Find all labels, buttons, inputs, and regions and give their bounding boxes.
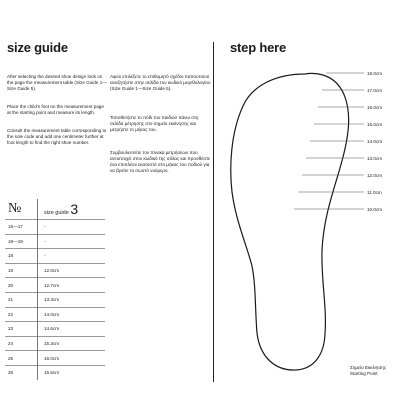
- size-cell: 23: [5, 322, 38, 337]
- ruler-label: 13.0cm: [367, 156, 383, 161]
- size-cell: 16—17: [5, 220, 38, 235]
- ruler: [294, 71, 382, 212]
- ruler-label: 17.0cm: [367, 88, 383, 93]
- length-cell: 12.0cm: [38, 263, 106, 278]
- size-cell: 22: [5, 307, 38, 322]
- instruction-place-gr: Τοποθετήστε το πόδι του παιδιού πάνω στη σελίδα μέτρησης στο σημείο εκκίνησης και μετρήστε το μήκος του.: [110, 115, 199, 133]
- ruler-label: 14.0cm: [367, 139, 383, 144]
- instruction-consult-en: Consult the measurement table corresponding to the sole code and add one centimeter further at foot length to find the right shoe number.: [7, 128, 107, 146]
- size-guide-title: size guide: [7, 40, 68, 55]
- ruler-label: 18.0cm: [367, 71, 383, 76]
- size-cell: 18: [5, 249, 38, 264]
- length-cell: 16.0cm: [38, 351, 106, 366]
- size-cell: 18—19: [5, 234, 38, 249]
- instruction-consult-gr: Συμβουλευτείτε τον πίνακα μετρήσεων που αντιστοιχεί στον κωδικό της σόλας και προσθέστε ένα επιπλέον εκατοστό στο μήκος του ποδιού για να βρείτε το σωστό νούμερο.: [110, 150, 211, 174]
- instruction-place-en: Place the child's foot on the measurement page at the starting point and measure its length.: [7, 104, 104, 116]
- instruction-select-gr: Αφού επιλέξετε το επιθυμητό σχέδιο παπουτσιού αναζητήστε στην σελίδα τον κωδικό μεγεθολογίου (Size Guide 1—Size Guide 5).: [110, 74, 211, 92]
- size-number-header: №: [5, 199, 38, 220]
- starting-point-label-en: Starting Point: [350, 371, 378, 376]
- length-cell: -: [38, 249, 106, 264]
- instruction-select-en: After selecting the desired shoe design look on the page the measurement table (Size Guide 1—Size Guide 5).: [7, 74, 107, 92]
- size-guide-header-number: 3: [70, 201, 79, 217]
- length-cell: 12.7cm: [38, 278, 106, 293]
- length-cell: -: [38, 234, 106, 249]
- foot-outline: [231, 73, 349, 370]
- ruler-label: 12.0cm: [367, 173, 383, 178]
- ruler-label: 11.0cm: [367, 190, 382, 195]
- ruler-label: 15.0cm: [367, 122, 383, 127]
- size-cell: 24: [5, 336, 38, 351]
- size-cell: 19: [5, 263, 38, 278]
- length-cell: -: [38, 220, 106, 235]
- starting-point-label: [350, 365, 386, 377]
- length-cell: 14.6cm: [38, 322, 106, 337]
- length-cell: 16.6cm: [38, 365, 106, 379]
- length-cell: 14.0cm: [38, 307, 106, 322]
- step-here-title: step here: [230, 40, 287, 55]
- size-cell: 20: [5, 278, 38, 293]
- starting-point-label-gr: Σημείο Εκκίνησης: [350, 365, 387, 370]
- ruler-label: 16.0cm: [367, 105, 383, 110]
- length-cell: 15.3cm: [38, 336, 106, 351]
- size-cell: 26: [5, 365, 38, 379]
- size-cell: 21: [5, 292, 38, 307]
- size-cell: 25: [5, 351, 38, 366]
- ruler-label: 10.0cm: [367, 207, 383, 212]
- size-guide-header-label: size guide: [44, 210, 69, 216]
- length-cell: 13.3cm: [38, 292, 106, 307]
